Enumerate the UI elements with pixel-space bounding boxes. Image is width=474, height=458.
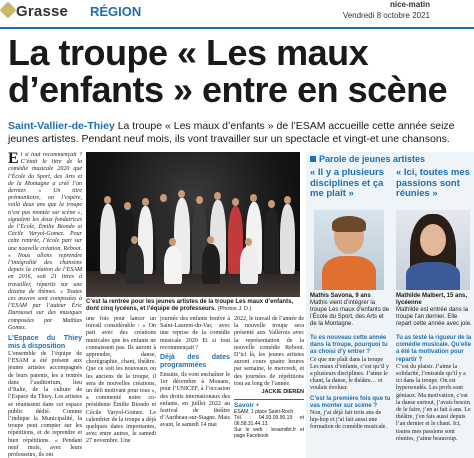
subhead-dates: Déjà des dates programmées: [160, 354, 230, 370]
troupe-photo: [86, 152, 300, 297]
headline-line-2: d’enfants » entre en scène: [8, 69, 448, 110]
lede-text: La troupe « Les maux d’enfants » de l’ESAM accueille cette année seize jeunes artistes. Pendant neuf mois, ils vont travailler sur un spectacle et vingt-et une chansons.: [8, 120, 455, 145]
answer: Ce que me plaît dans la troupe Les maux d’enfants, c’est qu’il y a plusieurs disciplines. J’aime le chant, la danse, le théâtre… et voulais évoluer.: [310, 356, 389, 392]
question: C’est la première fois que tu vas monter sur scène ?: [310, 395, 391, 409]
answer: Non, j’ai déjà fait trois ans de hip-hop et j’ai fait aussi une formation de comédie musicale.: [310, 410, 387, 431]
column-4-text: 2022, le travail de l’année de la nouvelle troupe sera présenté aux Vallérois avec la représentation de la nouvelle comédie Reboot. D’ici là, les jeunes artistes auront cours quatre heures par semaine, le mercredi, et des journées de répétitions tout au long de l’année.: [234, 316, 304, 387]
sidebar-panel: [306, 152, 474, 458]
caption-text: C’est la rentrée pour les jeunes artistes de la troupe Les maux d’enfants, dont cinq lycéens, et l’équipe de professeurs.: [86, 299, 294, 312]
subhead-espace-du-thiey: L’Espace du Thiey mis à disposition: [8, 335, 82, 351]
savoir-line-2: Tél. : 04.93.09.90.19 et 06.58.31.44.13.: [234, 415, 304, 428]
portrait-mathis: [314, 210, 384, 290]
author-signature: JACKIE DIEREN: [261, 389, 304, 396]
article-headline: [8, 34, 474, 108]
savoir-plus-box: [234, 399, 304, 439]
caption-mathis-text: Mathis vient d’intégrer la troupe Les maux d’enfants de l’École du Sport, des Arts et de la Montagne.: [310, 300, 390, 327]
section-city: Grasse: [16, 3, 69, 20]
column-2-text: une fois pour lancer un travail considérable : « On part avec des créations musicales que les enfants ne connaissent pas. Ils auront à apprendre, danse, chorégraphie, chant, théâtre. Que ce soit les nouveaux ou les anciens de la troupe, il sera de nouvelles créations, un défi motivant pour tous », a commenté notre co-présidente Émilie Biondo et Cécile Varyol-Gomez. Le calendrier de la troupe a déjà quelques dates importantes, avec entre autres, le samedi 27 novembre. Une: [86, 316, 156, 445]
caption-mathis-name: Mathis Savona, 9 ans: [310, 293, 371, 299]
publication-date: Vendredi 8 octobre 2021: [342, 11, 430, 20]
caption-mathilde-text: Mathilde est entrée dans la troupe l’an dernier. Elle repart cette année avec joie.: [396, 307, 472, 327]
newspaper-name: nice-matin: [389, 0, 430, 9]
article-lede: [8, 120, 464, 146]
savoir-line-1: ESAM. 1 place Saint-Roch.: [234, 409, 295, 416]
column-1-intro: t si tout recommençait ? C’était le titre de la comédie musicale 2020 que l’École du Sport, des Arts et de la Montagne a créé l’an dernier. « Un titre prémonitoire, on l’espère, voilà deux ans que la troupe n’est pas montée sur scène », signalent les deux fondatrices de l’École, Émilie Biondo et Cécile Varyol-Gomez. Pour cette rentrée, l’école part sur une nouvelle création, Reboot. « Nous allons reprendre l’intégralité des chansons depuis la création de l’ESAM en 2016, soit 21 titres à travailler, répartis sur une dizaine de thèmes. » Toutes ces œuvres sont composées à l’ESAM par l’auteur Éric Durousset sur des musiques composées par Mathias Gomez.: [8, 152, 82, 331]
caption-mathis: [310, 293, 392, 328]
article-column-4: [234, 316, 304, 439]
interview-mathilde: [396, 332, 472, 443]
photo-credit: (Photos J. D.): [217, 306, 252, 312]
savoir-plus-title: Savoir +: [234, 402, 260, 410]
section-icon: [0, 2, 16, 19]
question: Tu as testé la rigueur de la comédie musicale. Qu’elle a été ta motivation pour repartir ?: [396, 335, 472, 363]
stage-floor: [86, 271, 300, 297]
quote-left: « Il y a plusieurs disciplines et ça me plaît »: [310, 167, 384, 199]
savoir-line-3: Sur le web : lesamdbt.fr et page Facebook: [234, 427, 304, 440]
panel-title-text: Parole de jeunes artistes: [319, 154, 426, 164]
header-divider: [0, 27, 474, 29]
column-1-body: L’ensemble de l’équipe de l’ESAM a été présent aux jeunes artistes accompagnés de leurs parents, les a rentrés dans l’auditorium, lieu d’Italie, de la culture de l’Espace du Thiey. Les artistes se réunissent dans cet espace public dédié. Comme l’indique la Municipalité, la troupe peut compter sur les répétitions, et de reprendre et bien répétitions. « Pendant neuf mois, avec leurs professeurs, ils ont: [8, 351, 82, 458]
panel-title: [310, 154, 425, 164]
caption-mathilde: [396, 293, 472, 328]
section-region: RÉGION: [90, 4, 142, 19]
quote-right: « Ici, toutes mes passions sont réunies »: [396, 167, 470, 199]
page-header: [0, 0, 474, 30]
headline-line-1: La troupe « Les maux: [8, 32, 369, 73]
question: Tu es nouveau cette année dans la troupe, pourquoi tu as choisi d’y entrer ?: [310, 335, 388, 356]
interview-mathis: [310, 332, 392, 432]
article-column-1: [8, 152, 82, 458]
portrait-mathilde: [396, 210, 470, 290]
lede-location: Saint-Vallier-de-Thiey: [8, 120, 115, 132]
photo-caption: [86, 299, 300, 313]
caption-mathilde-name: Mathilde Malbert, 15 ans, lycéenne: [396, 293, 468, 306]
column-3-text-1: journée des enfants festive à Saint-Laurent-du-Var, avec une reprise de la comédie musicale 2020 Et si tout recommençait ?: [160, 316, 230, 351]
article-column-2: [86, 316, 156, 446]
article-column-3: [160, 316, 230, 430]
answer: C’est du plaisir. J’aime la solidarité, l’entraide qu’il y a ici dans la troupe. On est hypersoudés. Les profs sont géniaux. Ma motivation, c’est la danse surtout, j’avais besoin de le faire, j’en ai fait à ans. Le théâtre, j’en fais aussi depuis l’an dernier et le chant. Ici, toutes mes passions sont réunies, j’aime beaucoup.: [396, 363, 471, 442]
panel-square-icon: [310, 156, 316, 162]
column-3-text-2: Ensuite, ils vont enchaîner le 1er décembre à Mouans, pour l’UNICEF, à l’occasion des droits internationaux des enfants, en juillet 2022 au festival de théâtre d’Auribeau-sur-Siagne. Mais avant, le samedi 14 mai: [160, 372, 230, 429]
drop-cap: E: [8, 150, 19, 167]
